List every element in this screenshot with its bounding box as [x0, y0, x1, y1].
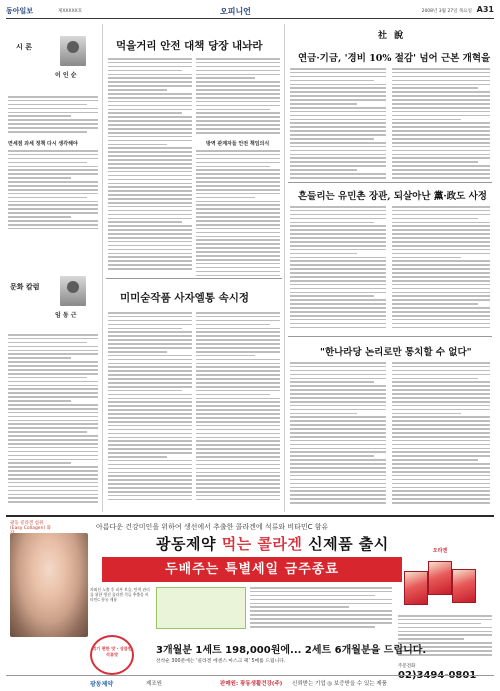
publication-date: 2008년 3월 27일 목요일: [421, 9, 472, 14]
product-box-1: [404, 571, 428, 605]
ad-product-description: 자외선 노출 후 피부 보습, 탄력 관리를 위한 생선 콜라겐 석류 추출물 비타민C 함유 제품: [90, 587, 150, 603]
columnist-photo-bottom: [60, 276, 86, 306]
center-body-bottom-left: [108, 312, 192, 503]
culture-body: [8, 334, 98, 505]
columnist-name-top: 이 인 순: [55, 72, 77, 79]
ad-main-title: 광동제약 먹는 콜라겐 신제품 출시: [156, 535, 389, 553]
column-label-siron: 시 론: [16, 43, 32, 51]
editorial-divider-1: [288, 182, 492, 183]
ad-photo-caption: 광동 콜라겐 섭취 (Easy Collagen) 화: [10, 521, 51, 531]
editorial-1-body-right: [392, 68, 490, 181]
ad-info-box: [156, 587, 246, 629]
column-divider-2: [284, 24, 285, 512]
ad-manufacturer: 제조원: [146, 681, 162, 687]
center-body-top-right: [196, 58, 280, 136]
center-subhead: 방역 관계자들 안전 책임의식: [206, 141, 270, 147]
columnist-photo-top: [60, 36, 86, 66]
editorial-1-body-left: [290, 68, 386, 181]
columnist-name-bottom: 임 동 근: [55, 312, 77, 319]
editorial-3-body-left: [290, 362, 386, 506]
ad-phone-label: 주문전화: [398, 664, 416, 669]
editorial-label: 社 說: [378, 31, 406, 41]
center-body-bottom-right: [196, 312, 280, 503]
ad-guarantee: 신뢰받는 기업 ◎ 보증받을 수 있는 제품: [292, 681, 387, 687]
product-box-3: [452, 569, 476, 603]
advertisement[interactable]: [6, 515, 494, 687]
masthead: [6, 5, 494, 19]
column-label-culture: 문화 칼럼: [10, 283, 40, 291]
siron-body-2: [8, 150, 98, 232]
page-number: A31: [476, 5, 494, 14]
editorial-2-body-left: [290, 206, 386, 331]
ad-product-brand: 오라겐: [432, 548, 448, 554]
ad-phone-number[interactable]: 02)3494-0801: [398, 670, 477, 681]
ad-body-text: [250, 587, 392, 630]
editorial-title-2: 흔들리는 유민촌 장관, 되살아난 黨·政도 사정: [298, 191, 487, 202]
ad-taste-badge: 먹기 편한 맛 · 상큼한 석류맛: [90, 635, 134, 675]
siron-subhead: 면세점 과세 정책 다시 생각해야: [8, 141, 78, 147]
ad-company-logo: 광동제약: [90, 681, 114, 688]
editorial-3-body-right: [392, 362, 490, 506]
ad-sale-banner: 두배주는 특별세일 금주종료: [102, 557, 402, 582]
ad-price-offer: 3개월분 1세트 198,000원에... 2세트 6개월분을 드립니다.: [156, 645, 427, 656]
headline-culture: 미미숟작품 사자엘통 속시정: [120, 292, 250, 304]
product-box-2: [428, 561, 452, 595]
editorial-divider-2: [288, 336, 492, 337]
ad-model-photo: [10, 533, 88, 637]
ad-tagline: 아름다운 건강미인을 위하여 생선에서 추출한 콜라겐에 석류와 비타민C 함유: [96, 523, 329, 531]
center-body-top-right-2: [196, 150, 280, 278]
ad-bonus-offer: 선착순 300분에는 ‘콜라겐 에센스 마스크 팩’ 5매를 드립니다.: [156, 659, 286, 664]
issue-number: 제XXXXX호: [58, 9, 83, 14]
center-divider: [106, 278, 282, 279]
editorial-title-1: 연금·기금, '경비 10% 절감' 넘어 근본 개혁을: [298, 53, 491, 64]
editorial-title-3: "한나라당 논리로만 통치할 수 없다": [320, 347, 472, 358]
ad-footer: [6, 675, 494, 689]
center-body-top-left: [108, 58, 192, 272]
section-title: 오피니언: [220, 7, 251, 16]
siron-body: [8, 96, 98, 135]
newspaper-logo: 동아일보: [6, 7, 34, 15]
editorial-2-body-right: [392, 206, 490, 331]
column-divider-1: [102, 24, 103, 512]
ad-distributor: 판매원: 광동생활건강(주): [220, 681, 283, 687]
ad-product-image: [398, 547, 482, 611]
headline-food-safety: 먹을거리 안전 대책 당장 내놔라: [116, 40, 263, 52]
